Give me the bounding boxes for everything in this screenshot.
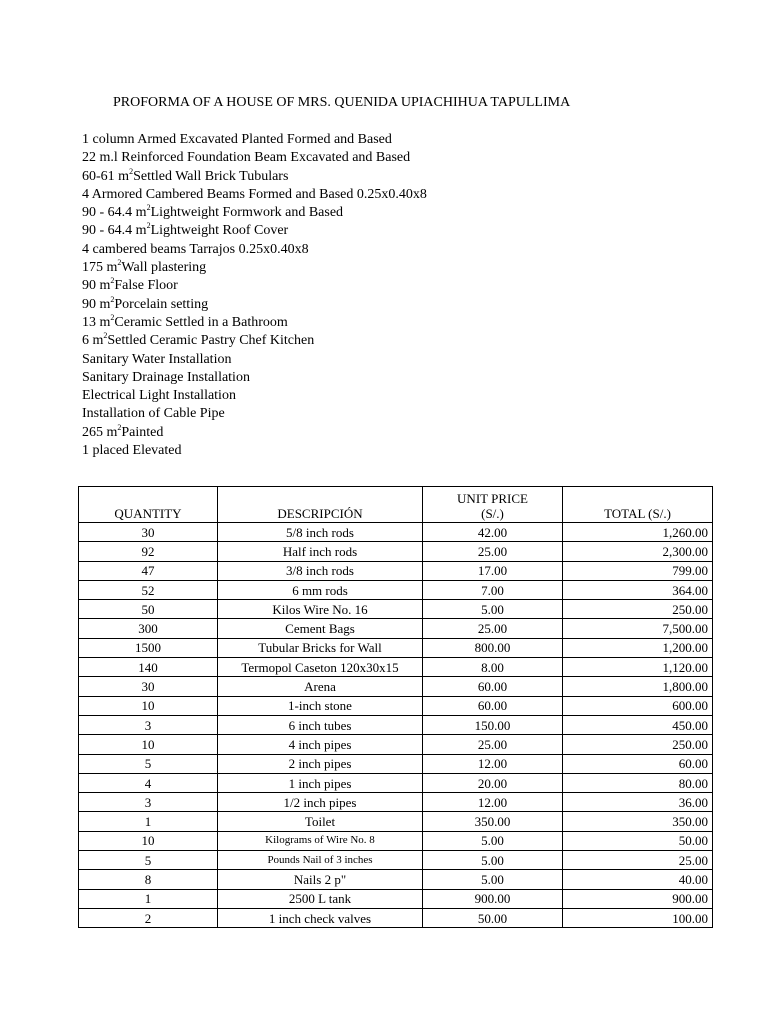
cell-quantity: 30: [79, 677, 218, 696]
table-row: [79, 523, 713, 542]
header-description: DESCRIPCIÓN: [218, 487, 423, 523]
scope-item-text: 1 column Armed Excavated Planted Formed and Based: [82, 132, 392, 147]
scope-item-text: Sanitary Drainage Installation: [82, 369, 250, 385]
scope-item-text: 13 m: [82, 314, 111, 330]
scope-of-work-list: [82, 131, 427, 460]
scope-item: [82, 186, 427, 204]
table-row: [79, 542, 713, 561]
cell-quantity: 10: [79, 735, 218, 754]
scope-item: [82, 222, 427, 240]
scope-item-text: 22 m.l Reinforced Foundation Beam Excavated and Based: [82, 150, 411, 166]
cell-quantity: 8: [79, 870, 218, 889]
cell-unit-price: 25.00: [423, 735, 563, 754]
scope-item-superscript: 2: [117, 258, 122, 268]
cell-unit-price: 7.00: [423, 580, 563, 599]
table-row: [79, 831, 713, 850]
table-row: [79, 696, 713, 715]
table-row: [79, 908, 713, 927]
cell-description: Kilos Wire No. 16: [218, 600, 423, 619]
scope-item: [82, 131, 427, 149]
scope-item-text-continued: Settled Wall Brick Tubulars: [133, 168, 289, 184]
table-row: [79, 773, 713, 792]
cell-quantity: 92: [79, 542, 218, 561]
cell-quantity: 3: [79, 793, 218, 812]
table-row: [79, 889, 713, 908]
cell-unit-price: 50.00: [423, 908, 563, 927]
cell-description: Pounds Nail of 3 inches: [218, 851, 423, 870]
cell-unit-price: 20.00: [423, 773, 563, 792]
scope-item: [82, 332, 427, 350]
table-row: [79, 561, 713, 580]
cell-total: 250.00: [563, 600, 713, 619]
materials-table: [78, 486, 713, 928]
cell-unit-price: 5.00: [423, 600, 563, 619]
cell-unit-price: 8.00: [423, 658, 563, 677]
cell-quantity: 5: [79, 851, 218, 870]
scope-item-text-continued: Ceramic Settled in a Bathroom: [114, 314, 288, 330]
cell-total: 350.00: [563, 812, 713, 831]
cell-total: 36.00: [563, 793, 713, 812]
cell-total: 60.00: [563, 754, 713, 773]
cell-unit-price: 350.00: [423, 812, 563, 831]
cell-unit-price: 12.00: [423, 754, 563, 773]
cell-unit-price: 5.00: [423, 870, 563, 889]
scope-item-text-continued: Settled Ceramic Pastry Chef Kitchen: [107, 333, 315, 349]
scope-item: [82, 405, 427, 423]
scope-item: [82, 314, 427, 332]
cell-unit-price: 900.00: [423, 889, 563, 908]
scope-item-text: Installation of Cable Pipe: [82, 406, 225, 422]
cell-quantity: 2: [79, 908, 218, 927]
cell-unit-price: 42.00: [423, 523, 563, 542]
cell-description: 3/8 inch rods: [218, 561, 423, 580]
table-row: [79, 812, 713, 831]
cell-total: 50.00: [563, 831, 713, 850]
cell-quantity: 3: [79, 715, 218, 734]
table-row: [79, 870, 713, 889]
scope-item: [82, 351, 427, 369]
cell-total: 1,200.00: [563, 638, 713, 657]
cell-unit-price: 25.00: [423, 542, 563, 561]
scope-item: [82, 259, 427, 277]
scope-item-superscript: 2: [110, 276, 115, 286]
cell-description: 5/8 inch rods: [218, 523, 423, 542]
scope-item-text: 265 m: [82, 424, 118, 440]
scope-item: [82, 424, 427, 442]
cell-description: Termopol Caseton 120x30x15: [218, 658, 423, 677]
cell-unit-price: 60.00: [423, 677, 563, 696]
cell-quantity: 47: [79, 561, 218, 580]
cell-description: Toilet: [218, 812, 423, 831]
header-unit-price: [423, 487, 563, 523]
cell-total: 364.00: [563, 580, 713, 599]
cell-description: 6 inch tubes: [218, 715, 423, 734]
cell-unit-price: 5.00: [423, 851, 563, 870]
cell-quantity: 300: [79, 619, 218, 638]
cell-total: 600.00: [563, 696, 713, 715]
scope-item-text-continued: Wall plastering: [121, 260, 207, 276]
cell-total: 1,800.00: [563, 677, 713, 696]
header-total: TOTAL (S/.): [563, 487, 713, 523]
cell-description: Cement Bags: [218, 619, 423, 638]
scope-item: [82, 149, 427, 167]
cell-description: 1 inch pipes: [218, 773, 423, 792]
scope-item: [82, 369, 427, 387]
table-body: [79, 523, 713, 928]
cell-total: 100.00: [563, 908, 713, 927]
table-row: [79, 638, 713, 657]
cell-total: 25.00: [563, 851, 713, 870]
scope-item-text-continued: Lightweight Formwork and Based: [150, 205, 344, 221]
scope-item: [82, 241, 427, 259]
table-row: [79, 851, 713, 870]
header-unit-price-line1: UNIT PRICE: [457, 491, 528, 506]
header-unit-price-line2: (S/.): [481, 506, 504, 521]
cell-unit-price: 150.00: [423, 715, 563, 734]
table-row: [79, 658, 713, 677]
scope-item-superscript: 2: [110, 312, 115, 322]
scope-item-text: 175 m: [82, 260, 118, 276]
scope-item-text: 90 - 64.4 m: [82, 205, 147, 221]
table-row: [79, 735, 713, 754]
cell-total: 2,300.00: [563, 542, 713, 561]
scope-item-text: Electrical Light Installation: [82, 388, 236, 404]
cell-unit-price: 800.00: [423, 638, 563, 657]
cell-unit-price: 60.00: [423, 696, 563, 715]
scope-item-superscript: 2: [103, 331, 108, 341]
cell-description: 6 mm rods: [218, 580, 423, 599]
cell-quantity: 1: [79, 889, 218, 908]
cell-description: Arena: [218, 677, 423, 696]
cell-quantity: 10: [79, 696, 218, 715]
scope-item: [82, 277, 427, 295]
cell-quantity: 50: [79, 600, 218, 619]
table-row: [79, 600, 713, 619]
scope-item-text-continued: Lightweight Roof Cover: [150, 223, 289, 239]
scope-item: [82, 168, 427, 186]
cell-quantity: 1500: [79, 638, 218, 657]
scope-item-text: 6 m: [82, 333, 104, 349]
cell-total: 1,260.00: [563, 523, 713, 542]
table-row: [79, 715, 713, 734]
scope-item-text: 90 m: [82, 296, 111, 312]
scope-item-superscript: 2: [117, 422, 122, 432]
table-row: [79, 754, 713, 773]
cell-unit-price: 25.00: [423, 619, 563, 638]
cell-description: Kilograms of Wire No. 8: [218, 831, 423, 850]
cell-quantity: 1: [79, 812, 218, 831]
cell-description: 1-inch stone: [218, 696, 423, 715]
scope-item-text: 1 placed Elevated: [82, 443, 182, 459]
cell-total: 900.00: [563, 889, 713, 908]
scope-item-text: 90 m: [82, 278, 111, 294]
cell-description: 4 inch pipes: [218, 735, 423, 754]
cell-description: 1 inch check valves: [218, 908, 423, 927]
cell-description: Half inch rods: [218, 542, 423, 561]
cell-unit-price: 5.00: [423, 831, 563, 850]
scope-item-superscript: 2: [110, 294, 115, 304]
scope-item: [82, 204, 427, 222]
scope-item-superscript: 2: [129, 166, 134, 176]
cell-total: 450.00: [563, 715, 713, 734]
header-quantity: QUANTITY: [79, 487, 218, 523]
cell-total: 799.00: [563, 561, 713, 580]
scope-item-text-continued: Painted: [121, 424, 164, 440]
scope-item: [82, 296, 427, 314]
scope-item-text-continued: Porcelain setting: [114, 296, 209, 312]
cell-total: 7,500.00: [563, 619, 713, 638]
cell-quantity: 30: [79, 523, 218, 542]
cell-quantity: 4: [79, 773, 218, 792]
table-row: [79, 677, 713, 696]
scope-item: [82, 442, 427, 460]
table-header-row: [79, 487, 713, 523]
scope-item-text: 4 cambered beams Tarrajos 0.25x0.40x8: [82, 241, 309, 257]
cell-quantity: 52: [79, 580, 218, 599]
table-row: [79, 580, 713, 599]
cell-description: 1/2 inch pipes: [218, 793, 423, 812]
cell-total: 1,120.00: [563, 658, 713, 677]
cell-total: 250.00: [563, 735, 713, 754]
scope-item-text: 90 - 64.4 m: [82, 223, 147, 239]
page-title: PROFORMA OF A HOUSE OF MRS. QUENIDA UPIACHIHUA TAPULLIMA: [113, 95, 571, 110]
cell-quantity: 5: [79, 754, 218, 773]
cell-description: 2500 L tank: [218, 889, 423, 908]
scope-item-superscript: 2: [146, 203, 151, 213]
scope-item-text: Sanitary Water Installation: [82, 351, 232, 367]
scope-item-text-continued: False Floor: [114, 278, 178, 294]
scope-item: [82, 387, 427, 405]
cell-quantity: 140: [79, 658, 218, 677]
scope-item-text: 4 Armored Cambered Beams Formed and Based 0.25x0.40x8: [82, 186, 427, 202]
cell-description: Nails 2 p": [218, 870, 423, 889]
cell-description: 2 inch pipes: [218, 754, 423, 773]
cell-quantity: 10: [79, 831, 218, 850]
scope-item-text: 60-61 m: [82, 168, 130, 184]
cell-total: 40.00: [563, 870, 713, 889]
cell-unit-price: 17.00: [423, 561, 563, 580]
cell-unit-price: 12.00: [423, 793, 563, 812]
table-row: [79, 619, 713, 638]
table-row: [79, 793, 713, 812]
cell-description: Tubular Bricks for Wall: [218, 638, 423, 657]
scope-item-superscript: 2: [146, 221, 151, 231]
cell-total: 80.00: [563, 773, 713, 792]
